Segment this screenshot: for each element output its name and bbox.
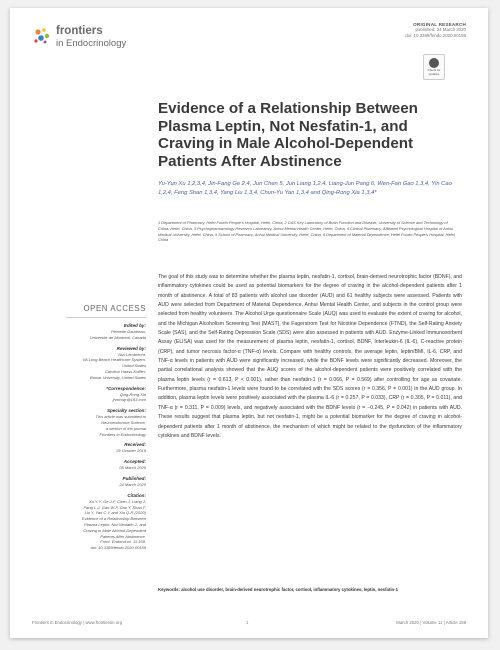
- page-footer: [32, 620, 466, 628]
- doi-link[interactable]: doi: 10.3389/fendo.2020.00159: [405, 33, 466, 38]
- reviewer-line: Nizi Lembrecht,: [118, 351, 146, 357]
- citation-label: Citation:: [127, 492, 146, 498]
- footer-issue-info: March 2020 | Volume 11 | Article 159: [396, 620, 466, 625]
- crossmark-badge[interactable]: [423, 54, 445, 80]
- frontiers-logo-icon: [32, 26, 52, 46]
- editor-line: Pierrette Gaudreau,: [110, 329, 146, 334]
- article-page: [10, 8, 488, 638]
- page-number: 1: [246, 620, 249, 625]
- article-meta: [405, 22, 466, 39]
- citation-line: Xu Y-Y, Ge J-F, Chen J, Liang J,: [89, 498, 146, 504]
- divider: [66, 317, 146, 318]
- specialty-line: Frontiers in Endocrinology: [99, 431, 146, 437]
- author-list[interactable]: Yu-Yun Xu 1,2,3,4, Jin-Fang Ge 2,4, Jun Chen 5, Jun Liang 1,2,4, Liang-Jun Pang 6, Wen-Fan Gao 1,3,4, Yin Cao 1,2,4, Feng Shan 1,3,4, Yang Liu 1,3,4, Chun-Yu Yan 1,3,4 and Qing-Rong Xia 1,3,4*: [158, 181, 452, 196]
- published-date-sidebar: 24 March 2020: [119, 481, 146, 487]
- reviewer-line: United States: [121, 363, 146, 369]
- reviewer-line: Brown University, United States: [90, 374, 146, 380]
- accepted-date: 05 March 2020: [119, 465, 146, 471]
- affiliations: 1 Department of Pharmacy, Hefei Fourth People's Hospital, Hefei, China, 2 CAS Key Laboratory of Brain Function and Disease, University of Science and Technology of China, Hefei, China, 3 Psychopharmacology Research Laboratory, Anhui Mental Health Center, Hefei, China, 4 Clinical Pharmacy, Affiliated Psychological Hospital of Anhui Medical University, Hefei, China, 5 School of Pharmacy, Anhui Medical University, Hefei, China, 6 Department of Material Dependence, Hefei Fourth People's Hospital, Hefei, China: [158, 220, 456, 243]
- specialty-line: This article was submitted to: [95, 414, 146, 420]
- reviewer-line: Carolina Haass-Koffler,: [104, 368, 146, 374]
- crossmark-label: Check for updates: [427, 68, 441, 76]
- correspondence-email[interactable]: jhmcxqr@163.com: [112, 397, 146, 403]
- published-date: published: 24 March 2020: [415, 27, 466, 32]
- article-type: ORIGINAL RESEARCH: [413, 22, 466, 27]
- citation-line: Front. Endocrinol. 11:159.: [100, 539, 146, 545]
- received-date: 25 October 2019: [116, 448, 146, 454]
- brand-name: frontiers: [56, 25, 103, 37]
- journal-logo[interactable]: [32, 26, 126, 48]
- specialty-line: Neuroendocrine Science,: [101, 419, 146, 425]
- specialty-line: a section of the journal: [105, 425, 146, 431]
- citation-line: Evidence of a Relationship Between: [81, 516, 146, 522]
- footer-journal-link[interactable]: Frontiers in Endocrinology | www.frontiersin.org: [32, 620, 122, 625]
- specialty-label: Specialty section:: [106, 408, 146, 414]
- crossmark-icon: [429, 58, 439, 68]
- reviewer-line: VA Long Beach Healthcare System,: [82, 357, 146, 363]
- reviewed-by-label: Reviewed by:: [116, 345, 146, 351]
- correspondence-name: Qing-Rong Xia: [119, 391, 146, 397]
- article-title: Evidence of a Relationship Between Plasma Leptin, Not Nesfatin-1, and Craving in Male Alcohol-Dependent Patients After Abstinence: [158, 100, 418, 170]
- article-info-sidebar: [66, 304, 146, 551]
- abstract-text: The goal of this study was to determine whether the plasma leptin, nesfatin-1, cortisol, brain-derived neurotrophic factor (BDNF), and inflammatory cytokines could be used as potential biomarkers for the degree of craving in the alcohol-dependent patients after 1 month of abstinence. A total of 83 patients with alcohol use disorder (AUD) and 61 healthy subjects were assessed. Patients with AUD were selected from Department of Material Dependence, Anhui Mental Health Center, and subjects in the control group were selected from healthy volunteers. The Alcohol Urge questionnaire Scale (AUQ) was used to evaluate the extent of craving for alcohol, and the Michigan Alcoholism Screening Test (MAST), the Fagerstrom Test for Nicotine Dependence (FTND), the Self-Rating Anxiety Scale (SAS), and the Self-Rating Depression Scale (SDS) were also assessed in patients with AUD. Enzyme-Linked Immunosorbent Assay (ELISA) was used for the measurement of plasma leptin, nesfatin-1, cortisol, BDNF, Interleukin-6 (IL-6), C-reactive protein (CRP), and tumor necrosis factor-α (TNF-α) levels. Compare with healthy controls, the average leptin, leptin/BMI, IL-6, CRP, and TNF-α levels in patients with AUD were significantly increased, while the BDNF levels were significantly decreased. Moreover, the partial correlational analysis showed that the AUQ scores of the alcohol-dependent patients were positively correlated with the plasma leptin levels (r = 0.613, P < 0.001), rather than nesfatin-1 (r = 0.066, P = 0.569) after controlling for age as covariate. Furthermore, plasma nesfatin-1 levels were found to be correlated with the SDS scores (r = 0.356, P = 0.001) in the AUD group. In addition, plasma leptin levels were positively associated with the plasma IL-6 (r = 0.257, P = 0.033), CRP (r = 0.305, P = 0.011), and TNF-α (r = 0.311, P = 0.009) levels, and negatively associated with the BDNF levels (r = −0.245, P = 0.042) in patients with AUD. These results suggest that plasma leptin, but not nesfatin-1, might be a potential biomarker for the degree of craving in alcohol-dependent patients after 1 month of abstinence, the mechanism of which might be related to the dysfunction of the inflammatory cytokines and BDNF levels.: [158, 274, 462, 439]
- keywords: Keywords: alcohol use disorder, brain-derived neurotrophic factor, cortisol, inflammatory cytokines, leptin, nesfatin-1: [158, 587, 398, 592]
- edited-by-label: Edited by:: [123, 323, 146, 328]
- editor-line: Université de Montréal, Canada: [89, 334, 146, 340]
- citation-line[interactable]: doi: 10.3389/fendo.2020.00159: [90, 545, 146, 551]
- received-label: Received:: [124, 442, 146, 448]
- citation-line: Liu Y, Yan C-Y and Xia Q-R (2020): [84, 510, 146, 516]
- citation-line: Plasma Leptin, Not Nesfatin-1, and: [83, 521, 146, 527]
- correspondence-label: *Correspondence:: [106, 385, 146, 391]
- published-label: Published:: [122, 475, 146, 481]
- journal-name: in Endocrinology: [56, 37, 127, 49]
- accepted-label: Accepted:: [123, 459, 146, 465]
- citation-line: Patients After Abstinence.: [100, 533, 146, 539]
- citation-line: Pang L-J, Gao W-F, Cao Y, Shan F,: [83, 504, 146, 510]
- citation-line: Craving in Male Alcohol-Dependent: [83, 527, 146, 533]
- open-access-label: OPEN ACCESS: [83, 304, 146, 313]
